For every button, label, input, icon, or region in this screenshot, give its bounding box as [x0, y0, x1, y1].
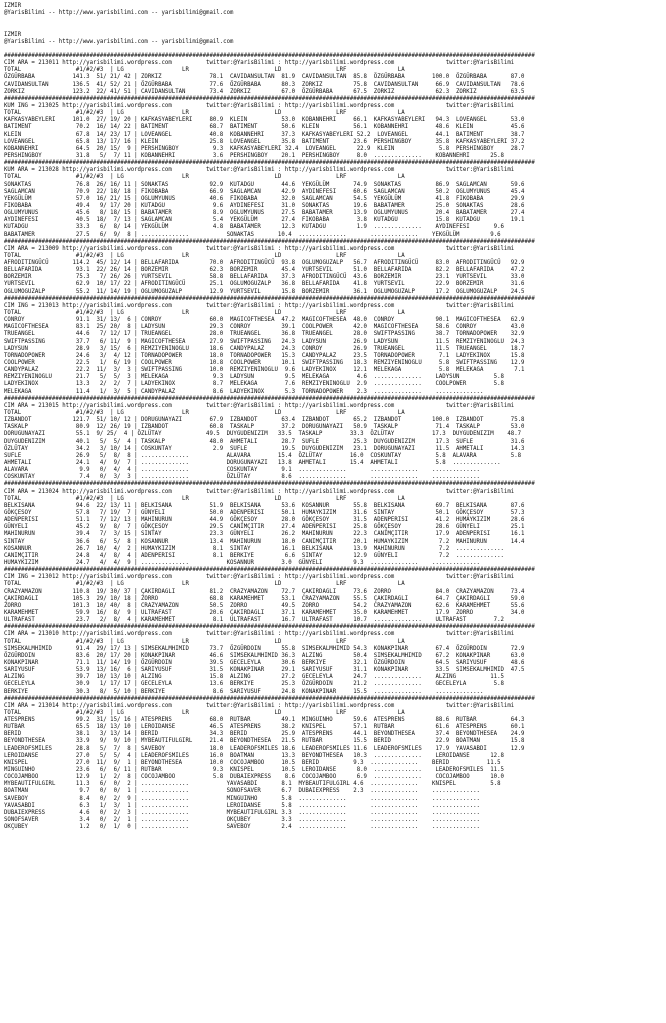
document-line: CRAZYAMAZON 110.8 19/ 30/ 37 | ÇAKIRDAGLI 81.2 CRAZYAMAZON 72.7 ÇAKIRDAGLI 73.6 ZORRO 84.0 CRAZYAMAZON 73.4	[4, 588, 525, 595]
document-line: TOTAL #1/#2/#3 | LG LR LD LRF LA	[4, 110, 405, 117]
document-line: FIKOBABA 49.4 9/ 17/ 20 | KUTADGU 9.6 AYDINEFESI 31.0 SONAKTAS 19.6 BABATAMER 25.0 SONAKTAS 28.6	[4, 202, 525, 209]
document-line: LEADEROFSMILES 28.8 5/ 7/ 8 | SAVEBOY 18.0 LEADEROFSMILES 18.6 LEADEROFSMILES 11.6 LEADEROFSMILES 17.9 YAVASABDI 12.9	[4, 745, 525, 752]
document-line: AHMETALI 24.1 4/ 9/ 7 | .............. DORUGUNAYAZI 13.8 AHMETALI 15.4 AHMETALI 5.8 ..............	[4, 460, 501, 466]
document-line: ALZING 39.7 10/ 13/ 10 | ALZING 15.8 ALZING 27.2 GECELEYLA 24.7 .............. ALZING 11.5	[4, 674, 504, 681]
document-line: OGLUMOGUZALP 55.2 11/ 14/ 19 | OGLUMOGUZALP 12.9 YURTSEVIL 15.8 BORZEMIR 36.1 OGLUMOGUZALP 17.2 OGLUMOGUZALP 24.5	[4, 288, 525, 295]
document-line: KOSANNUR 26.7 10/ 4/ 2 | HUMAYKIZIM 8.1 SINTAY 16.1 BELKISANA 13.9 MAHINURUN 7.2 ..............	[4, 545, 504, 552]
document-line: TOTAL #1/#2/#3 | LG LR LD LRF LA	[4, 252, 405, 259]
document-line: TOTAL #1/#2/#3 | LG LR LD LRF LA	[4, 310, 405, 317]
document-line: ###########################################################################################################################################################	[4, 395, 535, 402]
document-line: KLEIN 67.8 14/ 23/ 17 | LOVEANGEL 40.8 KOBANNEHRI 37.3 KAFKASYABEYLERI 52.2 LOVEANGEL 44.1 BATIMENT 38.7	[4, 131, 525, 138]
document-line: CANIMÇITIR 24.8 4/ 8/ 4 | ADENPERISI 8.1 BERKIYE 6.6 SINTAY 12.9 GÜNYELI 7.2 ..............	[4, 552, 504, 559]
document-line: KUTADGU 33.3 6/ 8/ 14 | YEKGÜLÜM 4.8 BABATAMER 12.3 KUTADGU 1.9 .............. AYDINEFESI 9.6	[4, 224, 504, 231]
document-line: BELLAFARIDA 93.1 22/ 26/ 14 | BORZEMIR 62.3 BORZEMIR 45.4 YURTSEVIL 51.0 BELLAFARIDA 82.2 BELLAFARIDA 47.2	[4, 267, 525, 274]
document-line: LADYEKINOX 13.3 2/ 2/ 7 | LADYEKINOX 8.7 MELEKAGA 7.6 REMZIYENINOGLU 2.9 .............. COOLPOWER 5.8	[4, 381, 504, 388]
document-line: SWIFTPASSING 37.7 6/ 11/ 9 | MAGICOFTHESEA 27.9 SWIFTPASSING 24.3 LADYSUN 26.9 LADYSUN 11.5 REMZIYENINOGLU 24.3	[4, 338, 525, 345]
document-line: TRUEANGEL 44.6 7/ 12/ 17 | TRUEANGEL 28.0 TRUEANGEL 36.8 TRUEANGEL 28.0 SWIFTPASSING 38.7 TORNADOPOWER 32.9	[4, 331, 525, 338]
document-line: ZORKIZ 123.2 22/ 41/ 51 | CAVIDANSULTAN 73.4 ZORKIZ 67.0 ÖZGÜRBABA 67.5 ZORKIZ 62.3 ZORKIZ 63.5	[4, 88, 525, 95]
document-line: MYBEAUTIFULGIRL 11.3 6/ 0/ 2 | .............. YAVASABDI 8.1 MYBEAUTIFULGIRL 4.6 .............. KNISPEL 5.8	[4, 781, 501, 788]
document-line: CIM ARA = 213014 http://yarisbilimi.wordpress.com twitter:@YarisBilimi : http://yarisbilimi.wordpress.com twitter:@YarisBilimi	[4, 702, 515, 709]
document-line: YEKGÜLÜM 57.0 16/ 21/ 15 | OGLUMYUNUS 40.6 FIKOBABA 32.0 SAGLAMCAN 54.5 YEKGÜLÜM 41.8 FIKOBABA 29.9	[4, 195, 525, 202]
document-line: KUM ING = 213025 http://yarisbilimi.wordpress.com twitter:@YarisBilimi : http://yarisbilimi.wordpress.com twitter:@YarisBilimi	[4, 102, 515, 109]
document-line: CIM ARA = 213024 http://yarisbilimi.wordpress.com twitter:@YarisBilimi : http://yarisbilimi.wordpress.com twitter:@YarisBilimi	[4, 488, 515, 495]
document-line: COCOJAMBOO 12.9 1/ 2/ 8 | COCOJAMBOO 5.8 DUBAIEXPRESS 8.6 COCOJAMBOO 6.9 .............. COCOJAMBOO 10.0	[4, 774, 504, 781]
document-line: TORNADOPOWER 24.6 3/ 4/ 12 | TORNADOPOWER 18.0 TORNADOPOWER 15.3 CANDYPALAZ 23.5 TORNADOPOWER 7.1 LADYEKINOX 15.8	[4, 352, 525, 359]
document-line: GÖKÇESOY 57.8 7/ 19/ 7 | GÜNYELI 50.0 ADENPERISI 50.1 HUMAYKIZIM 31.6 SINTAY 50.1 GÖKÇESOY 57.3	[4, 509, 525, 516]
document-line: AYDINEFESI 40.5 18/ 7/ 13 | SAGLAMCAN 5.4 YEKGÜLÜM 27.4 FIKOBABA 3.8 KUTADGU 15.8 KUTADGU 19.1	[4, 217, 525, 224]
document-line: ADENPERISI 51.1 7/ 12/ 13 | MAHINURUN 44.9 GÖKÇESOY 28.0 GÖKÇESOY 31.5 ADENPERISI 41.2 HUMAYKIZIM 28.6	[4, 517, 525, 524]
document-line: LOVEANGEL 65.8 13/ 17/ 16 | KLEIN 25.8 LOVEANGEL 35.8 BATIMENT 23.6 PERSHINGBOY 35.8 KAFKASYABEYLERI 37.2	[4, 138, 525, 145]
document-line: ALAVARA 9.9 0/ 4/ 4 | .............. COSKUNTAY 9.1 .............. .............. ..............	[4, 467, 480, 474]
document-line: COSKUNTAY 7.4 0/ 3/ 3 | .............. ÖZLÜTAY 8.6 .............. .............. ..............	[4, 474, 480, 481]
document-line: TOTAL #1/#2/#3 | LG LR LD LRF LA	[4, 638, 405, 645]
document-line: BERKIYE 30.3 8/ 5/ 10 | BERKIYE 8.6 SARIYUSUF 24.8 KONAKPINAR 15.5 .............. ..............	[4, 688, 484, 695]
document-line: BERID 38.1 3/ 13/ 14 | BERID 34.3 BERID 25.9 ATESPRENS 44.1 BEYONDTHESEA 37.4 BEYONDTHESEA 24.9	[4, 731, 525, 738]
document-line: ÇAKIRDAGLI 105.3 29/ 10/ 18 | ZORRO 68.8 KARAMEHMET 53.1 CRAZYAMAZON 55.5 ÇAKIRDAGLI 64.7 ÇAKIRDAGLI 59.0	[4, 595, 525, 602]
document-line: TOTAL #1/#2/#3 | LG LR LD LRF LA	[4, 709, 405, 716]
document-line: TOTAL #1/#2/#3 | LG LR LD LRF LA	[4, 581, 405, 588]
document-line: ###########################################################################################################################################################	[4, 160, 535, 167]
document-line: CIM ARA = 213010 http://yarisbilimi.wordpress.com twitter:@YarisBilimi : http://yarisbilimi.wordpress.com twitter:@YarisBilimi	[4, 631, 515, 638]
document-line: KUM ARA = 213028 http://yarisbilimi.wordpress.com twitter:@YarisBilimi : http://yarisbilimi.wordpress.com twitter:@YarisBilimi	[4, 167, 515, 174]
document-line: BELKISANA 94.6 22/ 13/ 11 | BELKISANA 51.9 BELKISANA 53.6 KOSANNUR 55.8 BELKISANA 69.7 BELKISANA 87.6	[4, 502, 525, 509]
document-line: SARIYUSUF 53.9 13/ 16/ 6 | SARIYUSUF 31.5 KONAKPINAR 29.1 SARIYUSUF 31.1 KONAKPINAR 33.5 SIMSEKALMHIMID 47.5	[4, 667, 525, 674]
document-line: GECELEYLA 30.9 1/ 17/ 17 | GECELEYLA 13.6 BERKIYE 25.3 ÖZGÜRDOIN 21.2 .............. GECELEYLA 5.8	[4, 681, 504, 688]
document-line: OGLUMYUNUS 45.6 8/ 18/ 15 | BABATAMER 8.9 OGLUMYUNUS 27.5 BABATAMER 13.9 OGLUMYUNUS 20.4 BABATAMER 27.4	[4, 210, 525, 217]
document-line: SONAKTAS 76.8 26/ 16/ 11 | SONAKTAS 92.9 KUTADGU 44.6 YEKGÜLÜM 74.9 SONAKTAS 86.9 SAGLAMCAN 59.6	[4, 181, 525, 188]
document-line: ÖZGÜRDOIN 83.6 20/ 17/ 20 | KONAKPINAR 46.6 SIMSEKALMHIMID 36.3 ALZING 50.4 SIMSEKALMHIMID 67.2 KONAKPINAR 63.0	[4, 652, 525, 659]
document-line: RUTBAR 65.5 18/ 13/ 10 | LEROIDANSE 46.5 ATESPRENS 38.2 KNISPEL 57.1 RUTBAR 61.6 ATESPRENS 60.1	[4, 724, 525, 731]
document-line: CONROY 91.1 31/ 13/ 6 | CONROY 60.0 MAGICOFTHESEA 47.2 MAGICOFTHESEA 48.0 CONROY 90.1 MAGICOFTHESEA 62.9	[4, 317, 525, 324]
document-line: SAVEBOY 8.4 0/ 2/ 9 | .............. MINGUINHO 5.8 .............. .............. ..............	[4, 795, 480, 802]
document-line: BORZEMIR 75.3 7/ 26/ 26 | YURTSEVIL 58.8 BELLAFARIDA 37.3 AFRODITINGÜCÜ 43.6 BORZEMIR 23.1 YURTSEVIL 33.0	[4, 274, 525, 281]
document-line: PERSHINGBOY 31.8 5/ 7/ 11 | KOBANNEHRI 3.6 PERSHINGBOY 20.1 PERSHINGBOY 8.0 .............. KOBANNEHRI 25.8	[4, 152, 504, 159]
document-line: CAVIDANSULTAN 136.5 41/ 52/ 21 | ÖZGÜRBABA 77.6 ÖZGÜRBABA 80.3 ZORKIZ 75.8 CAVIDANSULTAN 66.9 CAVIDANSULTAN 78.6	[4, 81, 525, 88]
document-line: MAGICOFTHESEA 83.1 25/ 20/ 8 | LADYSUN 29.3 CONROY 39.1 COOLPOWER 42.0 MAGICOFTHESEA 58.6 CONROY 43.0	[4, 324, 525, 331]
document-line: DUYGUDENIZIM 40.1 5/ 5/ 4 | TASKALP 48.0 AHMETALI 28.7 SUFLE 25.3 DUYGUDENIZIM 17.3 SUFLE 31.6	[4, 438, 525, 445]
document-line: SAGLAMCAN 70.9 22/ 18/ 18 | FIKOBABA 66.9 SAGLAMCAN 42.9 AYDINEFESI 60.6 SAGLAMCAN 50.2 OGLUMYUNUS 45.4	[4, 188, 525, 195]
document-line: YURTSEVIL 62.9 10/ 17/ 22 | AFRODITINGÜCÜ 25.1 OGLUMOGUZALP 36.8 BELLAFARIDA 41.8 YURTSEVIL 22.9 BORZEMIR 31.6	[4, 281, 525, 288]
document-line: COOLPOWER 22.5 1/ 6/ 19 | COOLPOWER 10.8 COOLPOWER 10.1 SWIFTPASSING 18.3 REMZIYENINOGLU 5.8 SWIFTPASSING 12.9	[4, 360, 525, 367]
document-line: KOBANNEHRI 64.5 20/ 15/ 9 | PERSHINGBOY 9.3 KAFKASYABEYLERI 32.4 LOVEANGEL 22.9 KLEIN 5.8 PERSHINGBOY 28.7	[4, 145, 525, 152]
document-line: DUBAIEXPRESS 4.6 0/ 2/ 3 | .............. MYBEAUTIFULGIRL 3.3 .............. .............. ..............	[4, 809, 480, 816]
document-line: KONAKPINAR 71.1 11/ 14/ 19 | ÖZGÜRDOIN 39.5 GECELEYLA 30.6 BERKIYE 32.1 ÖZGÜRDOIN 64.5 SARIYUSUF 48.6	[4, 659, 525, 666]
document-line: @YarisBilimi -- http://www.yarisbilimi.com -- yarisbilimi@gmail.com	[4, 10, 234, 17]
document-line: ###########################################################################################################################################################	[4, 624, 535, 631]
document-line: AFRODITINGÜCÜ 114.2 45/ 12/ 14 | BELLAFARIDA 70.0 AFRODITINGÜCÜ 93.8 OGLUMOGUZALP 56.7 AFRODITINGÜCÜ 83.0 AFRODITINGÜCÜ 92.9	[4, 260, 525, 267]
document-line: CIM ARA = 213015 http://yarisbilimi.wordpress.com twitter:@YarisBilimi : http://yarisbilimi.wordpress.com twitter:@YarisBilimi	[4, 402, 515, 409]
document-line: OKÇUBEY 1.2 0/ 1/ 0 | .............. SAVEBOY 2.4 .............. .............. ..............	[4, 824, 480, 831]
document-line: HUMAYKIZIM 24.7 4/ 4/ 9 | .............. KOSANNUR 3.0 GÜNYELI 9.3 .............. ..............	[4, 559, 480, 566]
document-line: TOTAL #1/#2/#3 | LG LR LD LRF LA	[4, 174, 405, 181]
document-line: ÖZLÜTAY 34.2 3/ 10/ 14 | COSKUNTAY 2.9 SUFLE 19.5 DUYGUDENIZIM 23.1 DORUGUNAYAZI 11.5 AHMETALI 14.3	[4, 445, 525, 452]
document-line	[4, 46, 666, 53]
document-line: @YarisBilimi -- http://www.yarisbilimi.com -- yarisbilimi@gmail.com	[4, 38, 234, 45]
document-line: IZMIR	[4, 31, 22, 38]
document-line: BOATMAN 9.7 0/ 0/ 1 | .............. SONOFSAVER 6.7 DUBAIEXPRESS 2.3 .............. ..............	[4, 788, 480, 795]
document-line: TOTAL #1/#2/#3 | LG LR LD LRF LA	[4, 67, 405, 74]
document-line: MINGUINHO 23.6 6/ 6/ 11 | RUTBAR 9.3 KNISPEL 10.5 LEROIDANSE 8.0 .............. LEADEROFSMILES 11.5	[4, 767, 504, 774]
document-line: SUFLE 26.9 5/ 8/ 8 | .............. ALAVARA 15.4 ÖZLÜTAY 16.0 COSKUNTAY 5.8 ALAVARA 5.8	[4, 452, 522, 459]
document-line: YAVASABDI 6.3 1/ 3/ 1 | .............. LEROIDANSE 5.8 .............. .............. ..............	[4, 802, 480, 809]
document-line: TOTAL #1/#2/#3 | LG LR LD LRF LA	[4, 495, 405, 502]
document-line: KNISPEL 27.0 11/ 9/ 1 | BEYONDTHESEA 10.0 COCOJAMBOO 10.5 BERID 9.3 .............. BERID 11.5	[4, 759, 501, 766]
document-line: LEROIDANSE 27.0 5/ 5/ 4 | LEADEROFSMILES 16.0 BOATMAN 13.3 BEYONDTHESEA 10.3 .............. LEROIDANSE 12.8	[4, 752, 504, 759]
document-line: KARAMEHMET 59.9 16/ 8/ 9 | ULTRAFAST 20.6 ÇAKIRDAGLI 37.1 KARAMEHMET 35.0 KARAMEHMET 17.9 ZORRO 34.0	[4, 609, 525, 616]
document-line: ATESPRENS 99.2 31/ 15/ 16 | ATESPRENS 68.0 RUTBAR 49.1 MINGUINHO 59.6 ATESPRENS 88.6 RUTBAR 64.3	[4, 717, 525, 724]
document-line: IZMIR	[4, 3, 22, 9]
document-line: CIM ARA = 213009 http://yarisbilimi.wordpress.com twitter:@YarisBilimi : http://yarisbilimi.wordpress.com twitter:@YarisBilimi	[4, 245, 515, 252]
document-line: ULTRAFAST 23.7 2/ 8/ 4 | KARAMEHMET 8.1 ULTRAFAST 16.7 ULTRAFAST 10.7 .............. ULTRAFAST 7.2	[4, 617, 504, 624]
document-line: CIM ING = 213013 http://yarisbilimi.wordpress.com twitter:@YarisBilimi : http://yarisbilimi.wordpress.com twitter:@YarisBilimi	[4, 302, 515, 309]
document-line	[4, 17, 666, 24]
document-line: TOTAL #1/#2/#3 | LG LR LD LRF LA	[4, 410, 405, 417]
document-line: ZORRO 101.3 10/ 40/ 8 | CRAZYAMAZON 50.5 ZORRO 49.5 ZORRO 54.2 CRAZYAMAZON 62.6 KARAMEHMET 55.6	[4, 602, 525, 609]
document-line: ###########################################################################################################################################################	[4, 238, 535, 245]
document-line: CIM ING = 213012 http://yarisbilimi.wordpress.com twitter:@YarisBilimi : http://yarisbilimi.wordpress.com twitter:@YarisBilimi	[4, 574, 515, 581]
document-line: DORUGUNAYAZI 55.1 9/ 25/ 4 | ÖZLÜTAY 49.5 DUYGUDENIZIM 33.5 TASKALP 33.3 ÖZLÜTAY 17.3 DUYGUDENIZIM 48.7	[4, 431, 522, 438]
document-line: ###########################################################################################################################################################	[4, 52, 535, 59]
document-line: BEYONDTHESEA 33.9 9/ 9/ 10 | MYBEAUTIFULGIRL 21.4 BEYONDTHESEA 21.5 RUTBAR 15.5 BERID 22.9 BOATMAN 15.8	[4, 738, 525, 745]
document-line: BABATAMER 27.5 6/ 9/ 8 | .............. SONAKTAS 10.4 .............. .............. YEKGÜLÜM 9.6	[4, 231, 501, 238]
document-line	[4, 24, 666, 31]
document-line: TASKALP 80.9 12/ 26/ 19 | IZBANDOT 60.8 TASKALP 37.2 DORUGUNAYAZI 50.9 TASKALP 71.4 TASKALP 53.0	[4, 424, 525, 431]
document-line: ###########################################################################################################################################################	[4, 481, 535, 488]
document-line: ###########################################################################################################################################################	[4, 695, 535, 702]
document-line: ###########################################################################################################################################################	[4, 567, 535, 574]
document-line: SINTAY 36.6 6/ 5/ 8 | KOSANNUR 13.4 MAHINURUN 18.0 CANIMÇITIR 20.1 HUMAYKIZIM 7.2 MAHINURUN 14.4	[4, 538, 525, 545]
document-line: GÜNYELI 45.2 9/ 8/ 7 | GÖKÇESOY 29.5 CANIMÇITIR 27.4 ADENPERISI 25.8 GÖKÇESOY 28.6 GÜNYELI 25.1	[4, 524, 525, 531]
document-line: BATIMENT 70.2 16/ 14/ 22 | BATIMENT 68.7 BATIMENT 50.6 KLEIN 56.1 KOBANNEHRI 48.6 KLEIN 45.6	[4, 124, 525, 131]
document-line: CANDYPALAZ 22.2 11/ 3/ 3 | SWIFTPASSING 10.0 REMZIYENINOGLU 9.6 LADYEKINOX 12.1 MELEKAGA 5.8 MELEKAGA 7.1	[4, 367, 525, 374]
document-line: MAHINURUN 39.4 7/ 3/ 15 | SINTAY 23.3 GÜNYELI 26.2 MAHINURUN 22.3 CANIMÇITIR 17.9 ADENPERISI 16.1	[4, 531, 525, 538]
document-line: CIM ARA = 213011 http://yarisbilimi.wordpress.com twitter:@YarisBilimi : http://yarisbilimi.wordpress.com twitter:@YarisBilimi	[4, 60, 515, 67]
document-line: REMZIYENINOGLU 21.7 5/ 5/ 3 | MELEKAGA 9.3 LADYSUN 9.5 MELEKAGA 4.6 .............. LADYSUN 5.8	[4, 374, 504, 381]
document-line: ÖZGÜRBABA 141.3 51/ 21/ 42 | ZORKIZ 78.1 CAVIDANSULTAN 81.9 CAVIDANSULTAN 85.8 ÖZGÜRBABA 100.0 ÖZGÜRBABA 87.0	[4, 74, 525, 81]
document-line: SIMSEKALMHIMID 91.4 29/ 17/ 13 | SIMSEKALMHIMID 73.7 ÖZGÜRDOIN 55.8 SIMSEKALMHIMID 54.3 KONAKPINAR 67.4 ÖZGÜRDOIN 72.9	[4, 645, 525, 652]
document-line: KAFKASYABEYLERI 101.0 27/ 19/ 20 | KAFKASYABEYLERI 80.9 KLEIN 53.0 KOBANNEHRI 66.1 KAFKASYABEYLERI 94.3 LOVEANGEL 53.0	[4, 117, 525, 124]
document-line: ###########################################################################################################################################################	[4, 295, 535, 302]
document-line: LADYSUN 28.9 3/ 15/ 6 | REMZIYENINOGLU 18.6 CANDYPALAZ 24.3 CONROY 26.9 TRUEANGEL 11.5 TRUEANGEL 18.7	[4, 345, 525, 352]
document-line: ###########################################################################################################################################################	[4, 95, 535, 102]
document-line: SONOFSAVER 3.4 0/ 2/ 1 | .............. OKÇUBEY 3.3 .............. .............. ..............	[4, 817, 480, 824]
document-line: IZBANDOT 121.7 51/ 10/ 12 | DORUGUNAYAZI 67.9 IZBANDOT 63.4 IZBANDOT 65.2 IZBANDOT 100.0 IZBANDOT 75.8	[4, 417, 525, 424]
document-line: MELEKAGA 11.4 1/ 3/ 5 | CANDYPALAZ 8.6 LADYEKINOX 5.3 TORNADOPOWER 2.3 .............. ..............	[4, 388, 484, 395]
